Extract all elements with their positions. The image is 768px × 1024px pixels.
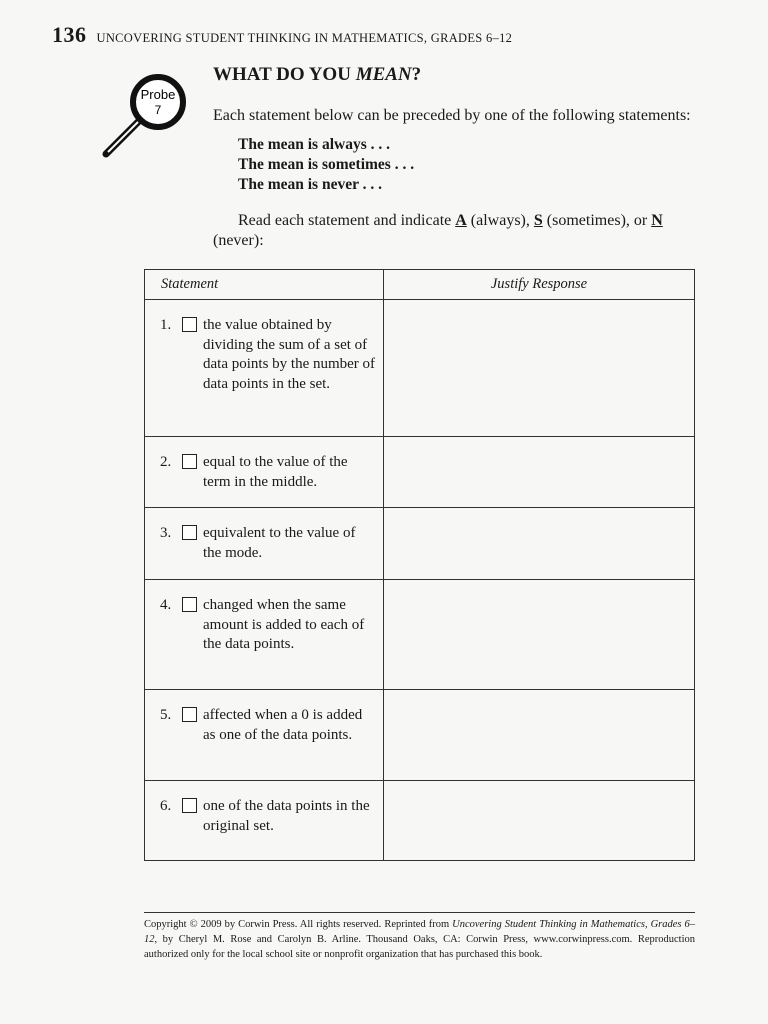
table-row bbox=[145, 508, 695, 580]
answer-checkbox[interactable] bbox=[182, 317, 197, 332]
answer-checkbox[interactable] bbox=[182, 597, 197, 612]
mean-statements-list bbox=[238, 135, 414, 195]
table-row bbox=[145, 690, 695, 781]
table-row bbox=[145, 437, 695, 508]
probe-number: 7 bbox=[154, 103, 162, 117]
statement-text: changed when the same amount is added to each of the data points. bbox=[203, 597, 365, 652]
intro-text: Each statement below can be preceded by one of the following statements: bbox=[213, 107, 691, 124]
answer-checkbox[interactable] bbox=[182, 454, 197, 469]
statement-number: 3. bbox=[160, 525, 172, 541]
statement-text: the value obtained by dividing the sum of a set of data points by the number of data points in the set. bbox=[203, 317, 376, 392]
statement-number: 4. bbox=[160, 597, 172, 613]
justify-response-cell[interactable] bbox=[384, 781, 695, 861]
table-row bbox=[145, 580, 695, 690]
statement-number: 6. bbox=[160, 798, 172, 814]
statement-text: equivalent to the value of the mode. bbox=[203, 525, 356, 561]
probe-label: Probe bbox=[140, 87, 176, 102]
statement-cell bbox=[145, 437, 384, 508]
statement-cell bbox=[145, 508, 384, 580]
page-header bbox=[52, 22, 512, 48]
answer-checkbox[interactable] bbox=[182, 707, 197, 722]
statement-cell bbox=[145, 781, 384, 861]
statement-text: affected when a 0 is added as one of the data points. bbox=[203, 707, 363, 743]
mean-statement-sometimes: The mean is sometimes . . . bbox=[238, 156, 415, 173]
justify-response-cell[interactable] bbox=[384, 300, 695, 437]
mean-statement-always: The mean is always . . . bbox=[238, 136, 390, 153]
page-title: WHAT DO YOU MEAN? bbox=[213, 64, 422, 85]
probe-table bbox=[144, 269, 695, 861]
footer-divider bbox=[144, 912, 695, 913]
justify-response-cell[interactable] bbox=[384, 690, 695, 781]
statement-cell bbox=[145, 300, 384, 437]
justify-response-cell[interactable] bbox=[384, 437, 695, 508]
justify-response-cell[interactable] bbox=[384, 508, 695, 580]
justify-response-cell[interactable] bbox=[384, 580, 695, 690]
statement-text: one of the data points in the original set. bbox=[203, 798, 370, 834]
table-row bbox=[145, 300, 695, 437]
column-header-statement: Statement bbox=[145, 270, 384, 300]
statement-number: 2. bbox=[160, 454, 172, 470]
page-number: 136 bbox=[52, 22, 87, 47]
statement-cell bbox=[145, 690, 384, 781]
magnifying-glass-icon bbox=[98, 72, 190, 164]
mean-statement-never: The mean is never . . . bbox=[238, 176, 382, 193]
answer-checkbox[interactable] bbox=[182, 798, 197, 813]
table-row bbox=[145, 781, 695, 861]
statement-cell bbox=[145, 580, 384, 690]
running-head: UNCOVERING STUDENT THINKING IN MATHEMATICS, GRADES 6–12 bbox=[96, 31, 513, 45]
statement-text: equal to the value of the term in the middle. bbox=[203, 454, 348, 490]
column-header-justify: Justify Response bbox=[384, 270, 695, 300]
instructions-text: Read each statement and indicate A (always), S (sometimes), or N (never): bbox=[213, 212, 663, 249]
copyright-notice: Copyright © 2009 by Corwin Press. All rights reserved. Reprinted from Uncovering Student Thinking in Mathematics, Grades 6–12, by Cheryl M. Rose and Carolyn B. Arline. Thousand Oaks, CA: Corwin Press, www.corwinpress.com. Reproduction authorized only for the local school site or nonprofit organization that has purchased this book. bbox=[144, 919, 695, 960]
answer-checkbox[interactable] bbox=[182, 525, 197, 540]
statement-number: 1. bbox=[160, 317, 172, 333]
table-header-row bbox=[145, 270, 695, 300]
statement-number: 5. bbox=[160, 707, 172, 723]
